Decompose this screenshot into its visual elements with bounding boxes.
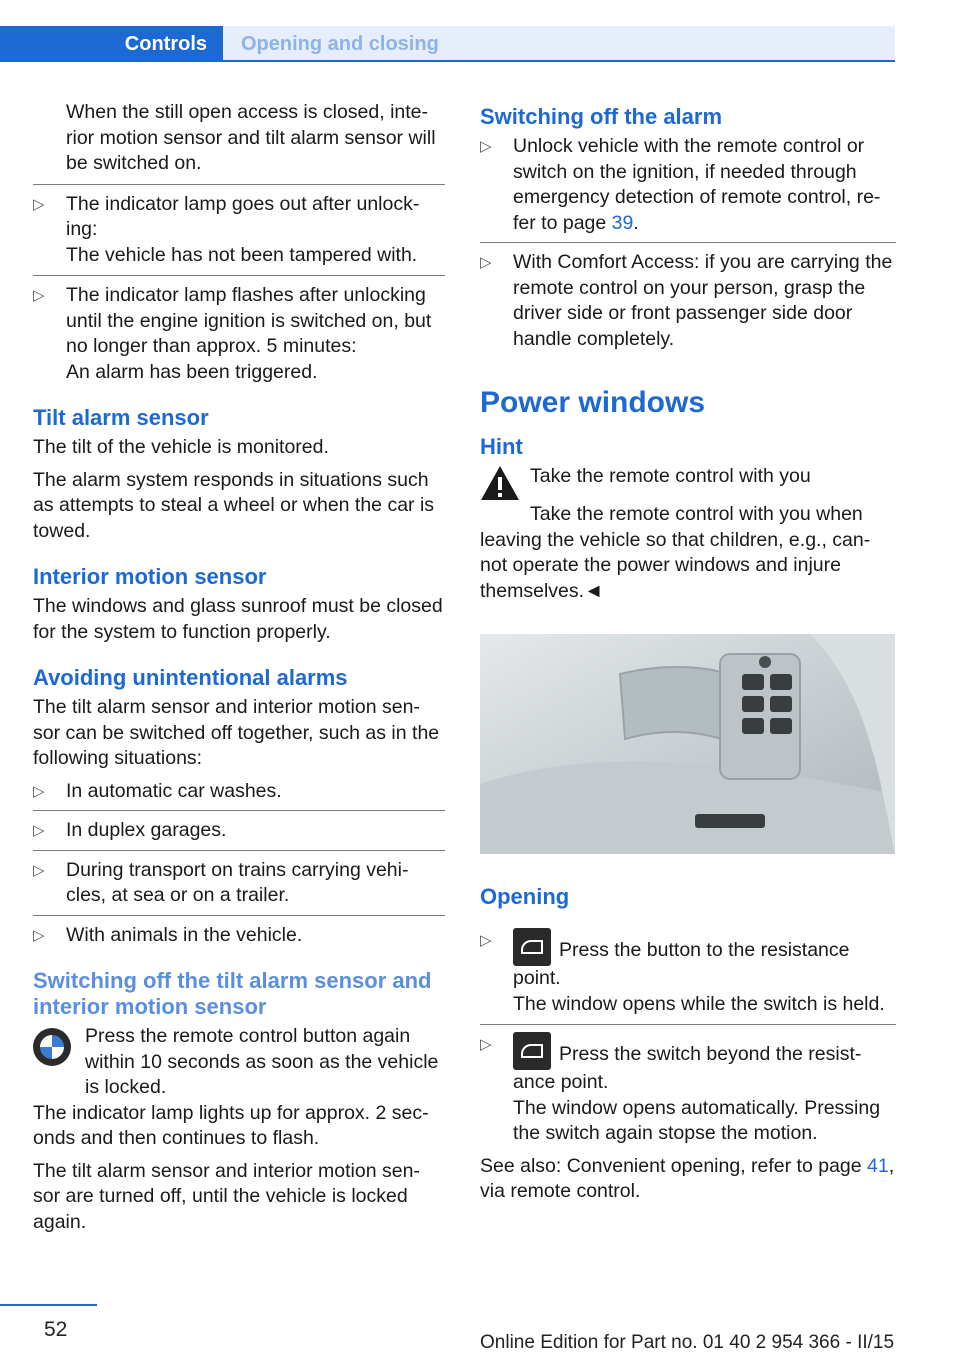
door-window-switches-image [480, 634, 895, 854]
window-auto-open-button-icon [513, 1032, 551, 1070]
paragraph: The tilt alarm sensor and interior motion sen-sor are turned off, until the vehicle is locked again. [33, 1159, 420, 1233]
list-item-detail: The vehicle has not been tampered with. [66, 243, 418, 266]
divider [33, 915, 445, 916]
heading-interior-motion-sensor: Interior motion sensor [33, 564, 267, 589]
hint-body: Take the remote control with you when leaving the vehicle so that children, e.g., can-not operate the power windows and injure themselves.◄ [480, 503, 871, 602]
page-link[interactable]: 41 [867, 1154, 889, 1177]
paragraph: Press the remote control button again within 10 seconds as soon as the vehicle is locked. [85, 1025, 439, 1098]
heading-tilt-alarm-sensor: Tilt alarm sensor [33, 405, 209, 430]
page-header [0, 26, 895, 62]
heading-avoiding-alarms: Avoiding unintentional alarms [33, 665, 348, 690]
page-link[interactable]: 39 [611, 211, 634, 234]
list-item-detail: The window opens automatically. Pressing the switch again stopse the motion. [513, 1096, 881, 1144]
paragraph: The indicator lamp lights up for approx. 2 sec-onds and then continues to flash. [33, 1101, 429, 1149]
paragraph-closed-access: When the still open access is closed, inte-rior motion sensor and tilt alarm sensor will be switched on. [66, 101, 436, 174]
list-item: ▷ The indicator lamp goes out after unlock-ing: [33, 192, 445, 243]
list-item: ▷ Press the button to the resistance point. [480, 928, 896, 992]
list-item-detail: The window opens while the switch is held. [513, 992, 885, 1015]
warning-title [480, 464, 896, 496]
warning-triangle-icon [480, 464, 520, 502]
heading-switching-off-sensors: Switching off the tilt alarm sensor and interior motion sensor [33, 968, 432, 1019]
list-item: ▷ With animals in the vehicle. [33, 923, 445, 949]
list-item: ▷ Unlock vehicle with the remote control or switch on the ignition, if needed through emergency detection of remote control, re-fer to page 39. [480, 134, 896, 236]
left-column [33, 100, 445, 1242]
header-subsection-tab[interactable]: Opening and closing [223, 26, 895, 62]
header-rule [223, 60, 895, 62]
heading-power-windows: Power windows [480, 386, 706, 419]
heading-hint: Hint [480, 434, 523, 459]
divider [33, 184, 445, 185]
bmw-logo-icon [33, 1028, 71, 1066]
list-item: ▷ During transport on trains carrying vehi-cles, at sea or on a trailer. [33, 858, 445, 909]
list-item: ▷ The indicator lamp flashes after unlocking until the engine ignition is switched on, but no longer than approx. 5 minutes: [33, 283, 445, 360]
paragraph: The alarm system responds in situations such as attempts to steal a wheel or when the car is towed. [33, 468, 435, 542]
see-also: See also: Convenient opening, refer to page 41, via remote control. [480, 1154, 895, 1202]
footer-rule [0, 1304, 97, 1306]
window-open-button-icon [513, 928, 551, 966]
right-column [480, 100, 896, 1212]
divider [480, 1024, 896, 1025]
list-item: ▷ Press the switch beyond the resist-ance point. [480, 1032, 896, 1096]
header-section-tab[interactable]: Controls [0, 26, 223, 62]
hint-title: Take the remote control with you [530, 465, 811, 487]
list-item-detail: An alarm has been triggered. [66, 360, 318, 383]
divider [33, 810, 445, 811]
divider [480, 242, 896, 243]
paragraph: The windows and glass sunroof must be closed for the system to function properly. [33, 595, 443, 643]
edition-info: Online Edition for Part no. 01 40 2 954 366 - II/15 [480, 1332, 895, 1353]
list-item: ▷ In automatic car washes. [33, 779, 445, 805]
heading-opening: Opening [480, 884, 570, 909]
page-number: 52 [44, 1318, 68, 1341]
divider [33, 850, 445, 851]
remote-control-note [33, 1024, 445, 1101]
list-item: ▷ With Comfort Access: if you are carrying the remote control on your person, grasp the driver side or front passenger side door handle completely. [480, 250, 896, 352]
paragraph: The tilt of the vehicle is monitored. [33, 436, 329, 458]
list-item: ▷ In duplex garages. [33, 818, 445, 844]
door-panel-illustration [480, 634, 895, 854]
paragraph: The tilt alarm sensor and interior motion sen-sor can be switched off together, such as in the following situations: [33, 696, 440, 769]
heading-switching-off-alarm: Switching off the alarm [480, 104, 723, 129]
divider [33, 275, 445, 276]
